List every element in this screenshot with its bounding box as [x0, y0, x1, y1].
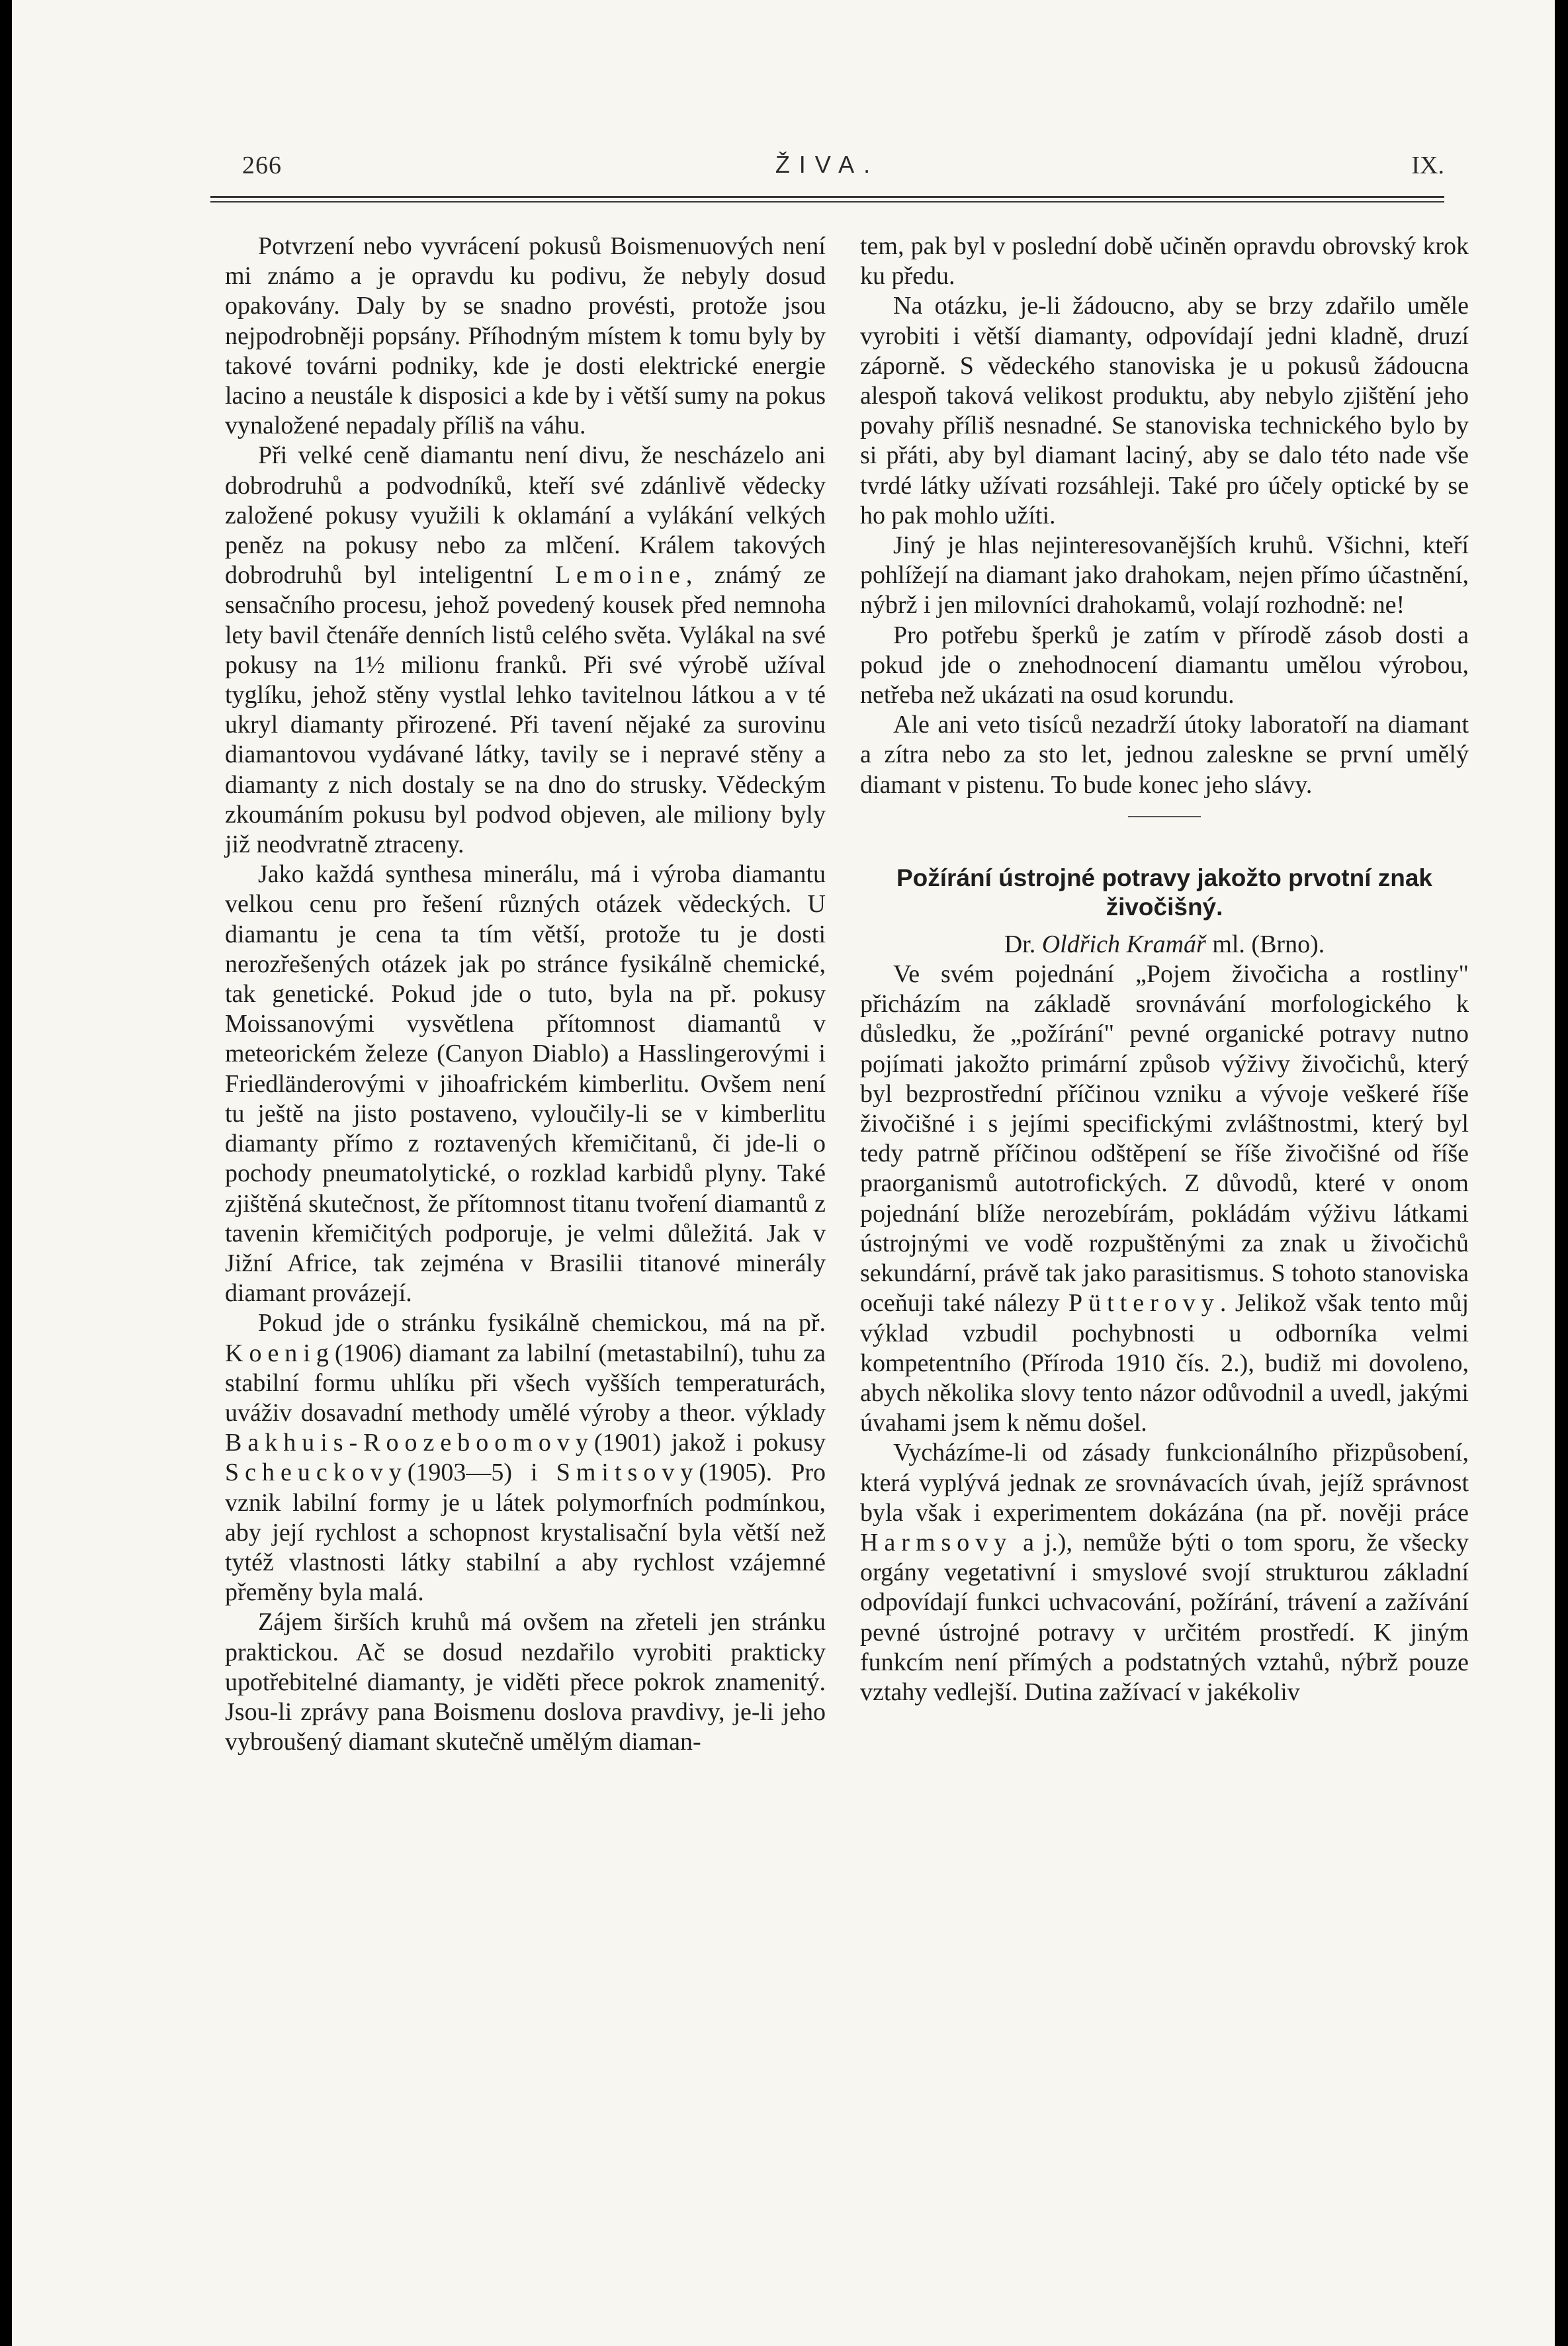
- spaced-name: Koenig: [225, 1339, 335, 1367]
- spaced-name: Scheuckovy: [225, 1459, 408, 1487]
- left-column: [225, 232, 826, 1757]
- spaced-name: Lemoine: [554, 561, 686, 590]
- paragraph: Ve svém pojednání „Pojem živočicha a rostliny" přicházím na základě srovnávání morfologického k důsledku, že „požírání" pevné organické potravy nutno pojímati jakožto primární způsob výživy živočichů, který byl bezprostřední příčinou vzniku a vývoje veškeré říše živočišné i s jejími specifickými zvláštnostmi, který byl tedy patrně příčinou odštěpení se říše živočišné od říše praorganismů autotrofických. Z důvodů, které v onom pojednání blíže nerozebírám, pokládám výživu látkami ústrojnými ve vodě rozpuštěnými za znak u živočichů sekundární, právě tak jako parasitismus. S tohoto stanoviska oceňuji také nálezy Pütterovy. Jelikož však tento můj výklad vzbudil pochybnosti u odborníka velmi kompetentního (Příroda 1910 čís. 2.), budiž mi dovoleno, abych několika slovy tento názor odůvodnil a uvedl, jakými úvahami jsem k němu došel.: [860, 960, 1469, 1437]
- right-column: [860, 232, 1469, 1707]
- author-name: Oldřich Kramář: [1041, 930, 1206, 958]
- spaced-name: Pütterovy: [1068, 1289, 1220, 1318]
- header-rule: [210, 196, 1444, 198]
- spaced-name: Smitsovy: [556, 1459, 699, 1487]
- paragraph: Jiný je hlas nejinteresovanějších kruhů. Všichni, kteří pohlížejí na diamant jako drahokam, nejen přímo účastnění, nýbrž i jen milovníci drahokamů, volají rozhodně: ne!: [860, 531, 1469, 619]
- header-rule-thin: [210, 201, 1444, 203]
- article-title: Požírání ústrojné potravy jakožto prvotní znak živočišný.: [896, 864, 1433, 921]
- volume-number: IX.: [1411, 152, 1444, 179]
- journal-title: ŽIVA.: [775, 151, 880, 178]
- paragraph: Potvrzení nebo vyvrácení pokusů Boismenuových není mi známo a je opravdu ku podivu, že nebyly dosud opakovány. Daly by se snadno provésti, protože jsou nejpodrobněji popsány. Příhodným místem k tomu byly by takové továrni podniky, kde je dosti elektrické energie lacino a neustále k disposici a kde by i větší sumy na pokus vynaložené nepadaly příliš na váhu.: [225, 232, 826, 440]
- paragraph: Vycházíme-li od zásady funkcionálního přizpůsobení, která vyplývá jednak ze srovnávacích úvah, jejíž správnost byla však i experimentem dokázána (na př. nověji práce Harmsovy a j.), nemůže býti o tom sporu, že všecky orgány vegetativní i smyslové svojí strukturou základní odpovídají funkci uchvacování, požírání, trávení a zažívání pevné ústrojné potravy v určitém prostředí. K jiným funkcím není přímých a podstatných vztahů, nýbrž pouze vztahy vedlejší. Dutina zažívací v jakékoliv: [860, 1439, 1469, 1706]
- page: [12, 0, 1555, 2346]
- paragraph: Jako každá synthesa minerálu, má i výroba diamantu velkou cenu pro řešení různých otázek vědeckých. U diamantu je cena ta tím větší, protože tu je dosti nerozřešených otázek jak po stránce fysikálně chemické, tak genetické. Pokud jde o tuto, byla na př. pokusy Moissanovými vysvětlena přítomnost diamantů v meteorickém železe (Canyon Diablo) a Hasslingerovými i Friedländerovými v jihoafrickém kimberlitu. Ovšem není tu ještě na jisto postaveno, vyloučily-li se v kimberlitu diamanty přímo z roztavených křemičitanů, či jde-li o pochody pneumatolytické, o rozklad karbidů plyny. Také zjištěná skutečnost, že přítomnost titanu tvoření diamantů z tavenin křemičitých podporuje, je velmi důležitá. Jak v Jižní Africe, tak zejména v Brasilii titanové minerály diamant provázejí.: [225, 860, 826, 1308]
- paragraph: Ale ani veto tisíců nezadrží útoky laboratoří na diamant a zítra nebo za sto let, jednou zaleskne se první umělý diamant v pistenu. To bude konec jeho slávy.: [860, 711, 1469, 799]
- spaced-name: Harmsovy: [860, 1528, 1013, 1556]
- spaced-name: Bakhuis-Roozeboomovy: [225, 1429, 594, 1457]
- running-header: [210, 151, 1444, 191]
- article-separator: [1128, 816, 1201, 817]
- paragraph: Při velké ceně diamantu není divu, že nescházelo ani dobrodruhů a podvodníků, kteří své zdánlivě vědecky založené pokusy využili k oklamání a vylákání velkých peněz na pokusy nebo za mlčení. Králem takových dobrodruhů byl inteligentní Lemoine, známý ze sensačního procesu, jehož povedený kousek před nemnoha lety bavil čtenáře denních listů celého světa. Vylákal na své pokusy na 1½ milionu franků. Při své výrobě užíval tyglíku, jehož stěny vystlal lehko tavitelnou látkou a v té ukryl diamanty přirozené. Při tavení nějaké za surovinu diamantovou vydávané látky, tavily se i nepravé stěny a diamanty z nich dostaly se na dno do strusky. Vědeckým zkoumáním pokusu byl podvod objeven, ale miliony byly již neodvratně ztraceny.: [225, 441, 826, 859]
- article-byline: Dr. Oldřich Kramář ml. (Brno).: [1004, 930, 1325, 958]
- paragraph: Na otázku, je-li žádoucno, aby se brzy zdařilo uměle vyrobiti i větší diamanty, odpovídají jedni kladně, druzí záporně. S vědeckého stanoviska je u pokusů žádoucna alespoň taková velikost produktu, aby nebylo zjištění jeho povahy příliš nesnadné. Se stanoviska technického bylo by si přáti, aby byl diamant laciný, aby se dalo této nade vše tvrdé látky užívati rozsáhleji. Také pro účely optické by se ho pak mohlo užíti.: [860, 292, 1469, 529]
- page-number: 266: [242, 152, 282, 179]
- paragraph: Pro potřebu šperků je zatím v přírodě zásob dosti a pokud jde o znehodnocení diamantu umělou výrobou, netřeba než ukázati na osud korundu.: [860, 621, 1469, 709]
- paragraph: tem, pak byl v poslední době učiněn opravdu obrovský krok ku předu.: [860, 232, 1469, 291]
- paragraph: Pokud jde o stránku fysikálně chemickou, má na př. Koenig(1906) diamant za labilní (metastabilní), tuhu za stabilní formu uhlíku při všech vyšších temperaturách, uváživ dosavadní methody umělé výroby a theor. výklady Bakhuis-Roozeboomovy(1901) jakož i pokusy Scheuckovy(1903—5) i Smitsovy(1905). Pro vznik labilní formy je u látek polymorfních podmínkou, aby její rychlost a schopnost krystalisační byla větší než tytéž vlastnosti látky stabilní a aby rychlost vzájemné přeměny byla malá.: [225, 1309, 826, 1607]
- paragraph: Zájem širších kruhů má ovšem na zřeteli jen stránku praktickou. Ač se dosud nezdařilo vyrobiti prakticky upotřebitelné diamanty, je viděti přece pokrok znamenitý. Jsou-li zprávy pana Boismenu doslova pravdivy, je-li jeho vybroušený diamant skutečně umělým diaman-: [225, 1608, 826, 1756]
